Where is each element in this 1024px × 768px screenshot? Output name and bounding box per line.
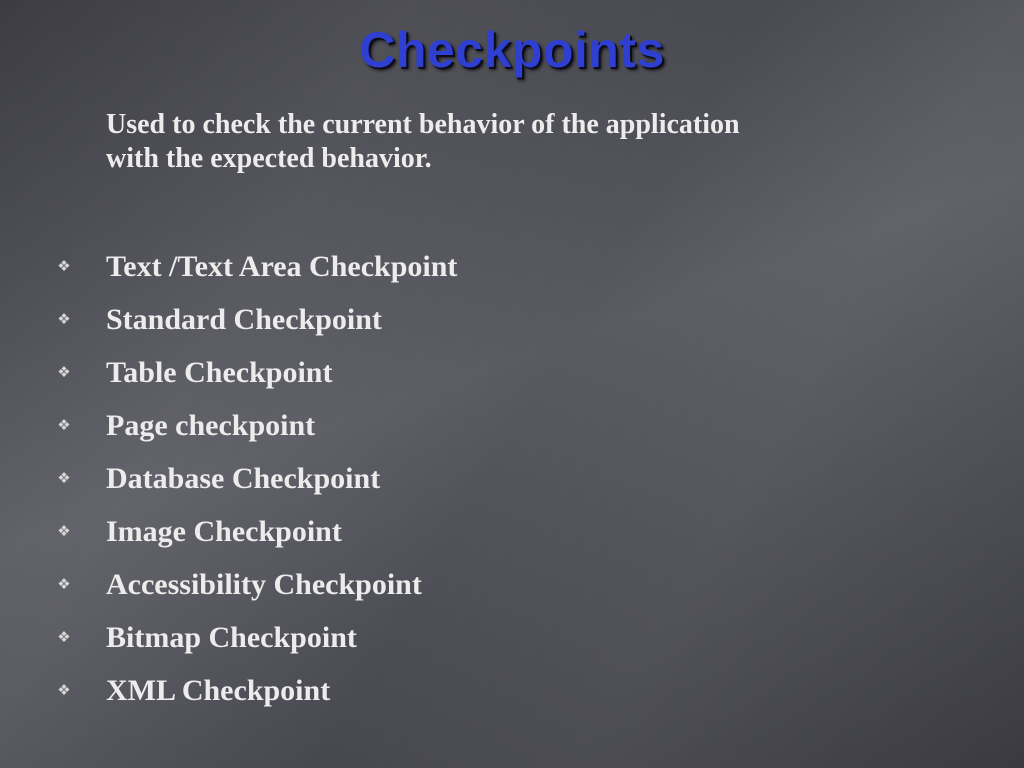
list-item xyxy=(0,558,1024,611)
diamond-bullet-icon: ❖ xyxy=(57,628,71,646)
diamond-bullet-icon: ❖ xyxy=(57,469,71,487)
list-item-label: Text /Text Area Checkpoint xyxy=(106,250,458,283)
list-item-label: Image Checkpoint xyxy=(106,515,342,548)
list-item-label: Accessibility Checkpoint xyxy=(106,568,422,601)
list-item xyxy=(0,664,1024,717)
diamond-bullet-icon: ❖ xyxy=(57,310,71,328)
list-item xyxy=(0,452,1024,505)
list-item xyxy=(0,240,1024,293)
list-item-label: Bitmap Checkpoint xyxy=(106,621,357,654)
diamond-bullet-icon: ❖ xyxy=(57,416,71,434)
list-item xyxy=(0,505,1024,558)
diamond-bullet-icon: ❖ xyxy=(57,257,71,275)
list-item xyxy=(0,611,1024,664)
list-item xyxy=(0,399,1024,452)
diamond-bullet-icon: ❖ xyxy=(57,522,71,540)
slide-title: Checkpoints xyxy=(359,22,665,78)
list-item-label: Page checkpoint xyxy=(106,409,316,442)
diamond-bullet-icon: ❖ xyxy=(57,575,71,593)
checkpoint-list xyxy=(0,240,1024,717)
list-item xyxy=(0,346,1024,399)
list-item-label: Standard Checkpoint xyxy=(106,303,382,336)
list-item xyxy=(0,293,1024,346)
intro-text: Used to check the current behavior of the application with the expected behavior. xyxy=(106,109,740,174)
list-item-label: XML Checkpoint xyxy=(106,674,331,707)
list-item-label: Database Checkpoint xyxy=(106,462,381,495)
diamond-bullet-icon: ❖ xyxy=(57,681,71,699)
list-item-label: Table Checkpoint xyxy=(106,356,333,389)
diamond-bullet-icon: ❖ xyxy=(57,363,71,381)
